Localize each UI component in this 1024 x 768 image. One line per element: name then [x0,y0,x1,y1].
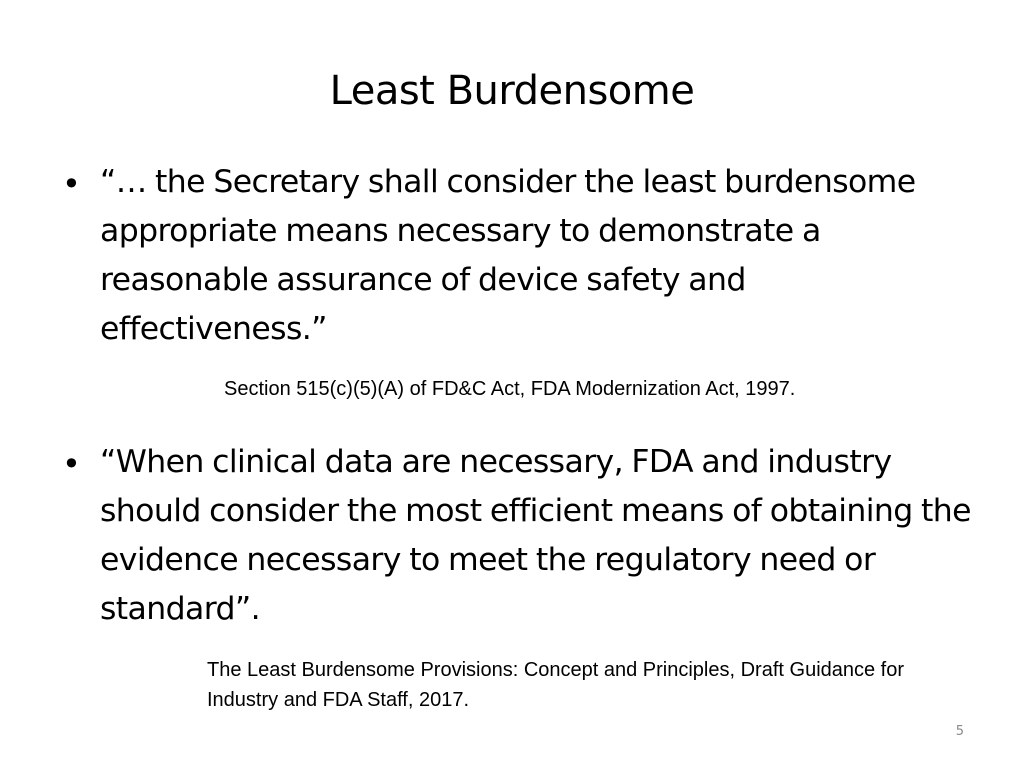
bullet-quote-text: “… the Secretary shall consider the least burdensome appropriate means necessary to demonstrate a reasonable assurance of device safety and effectiveness.” [100,164,916,347]
bullet-marker: • [62,445,81,483]
slide-title: Least Burdensome [329,68,695,114]
bullet-quote-text: “When clinical data are necessary, FDA and industry should consider the most efficient means of obtaining the evidence necessary to meet the regulatory need or standard”. [100,444,971,627]
bullet-marker: • [62,165,81,203]
page-number: 5 [955,724,964,739]
citation-2: The Least Burdensome Provisions: Concept and Principles, Draft Guidance for Industry and FDA Staff, 2017. [207,659,905,711]
citation-1: Section 515(c)(5)(A) of FD&C Act, FDA Modernization Act, 1997. [224,378,796,400]
